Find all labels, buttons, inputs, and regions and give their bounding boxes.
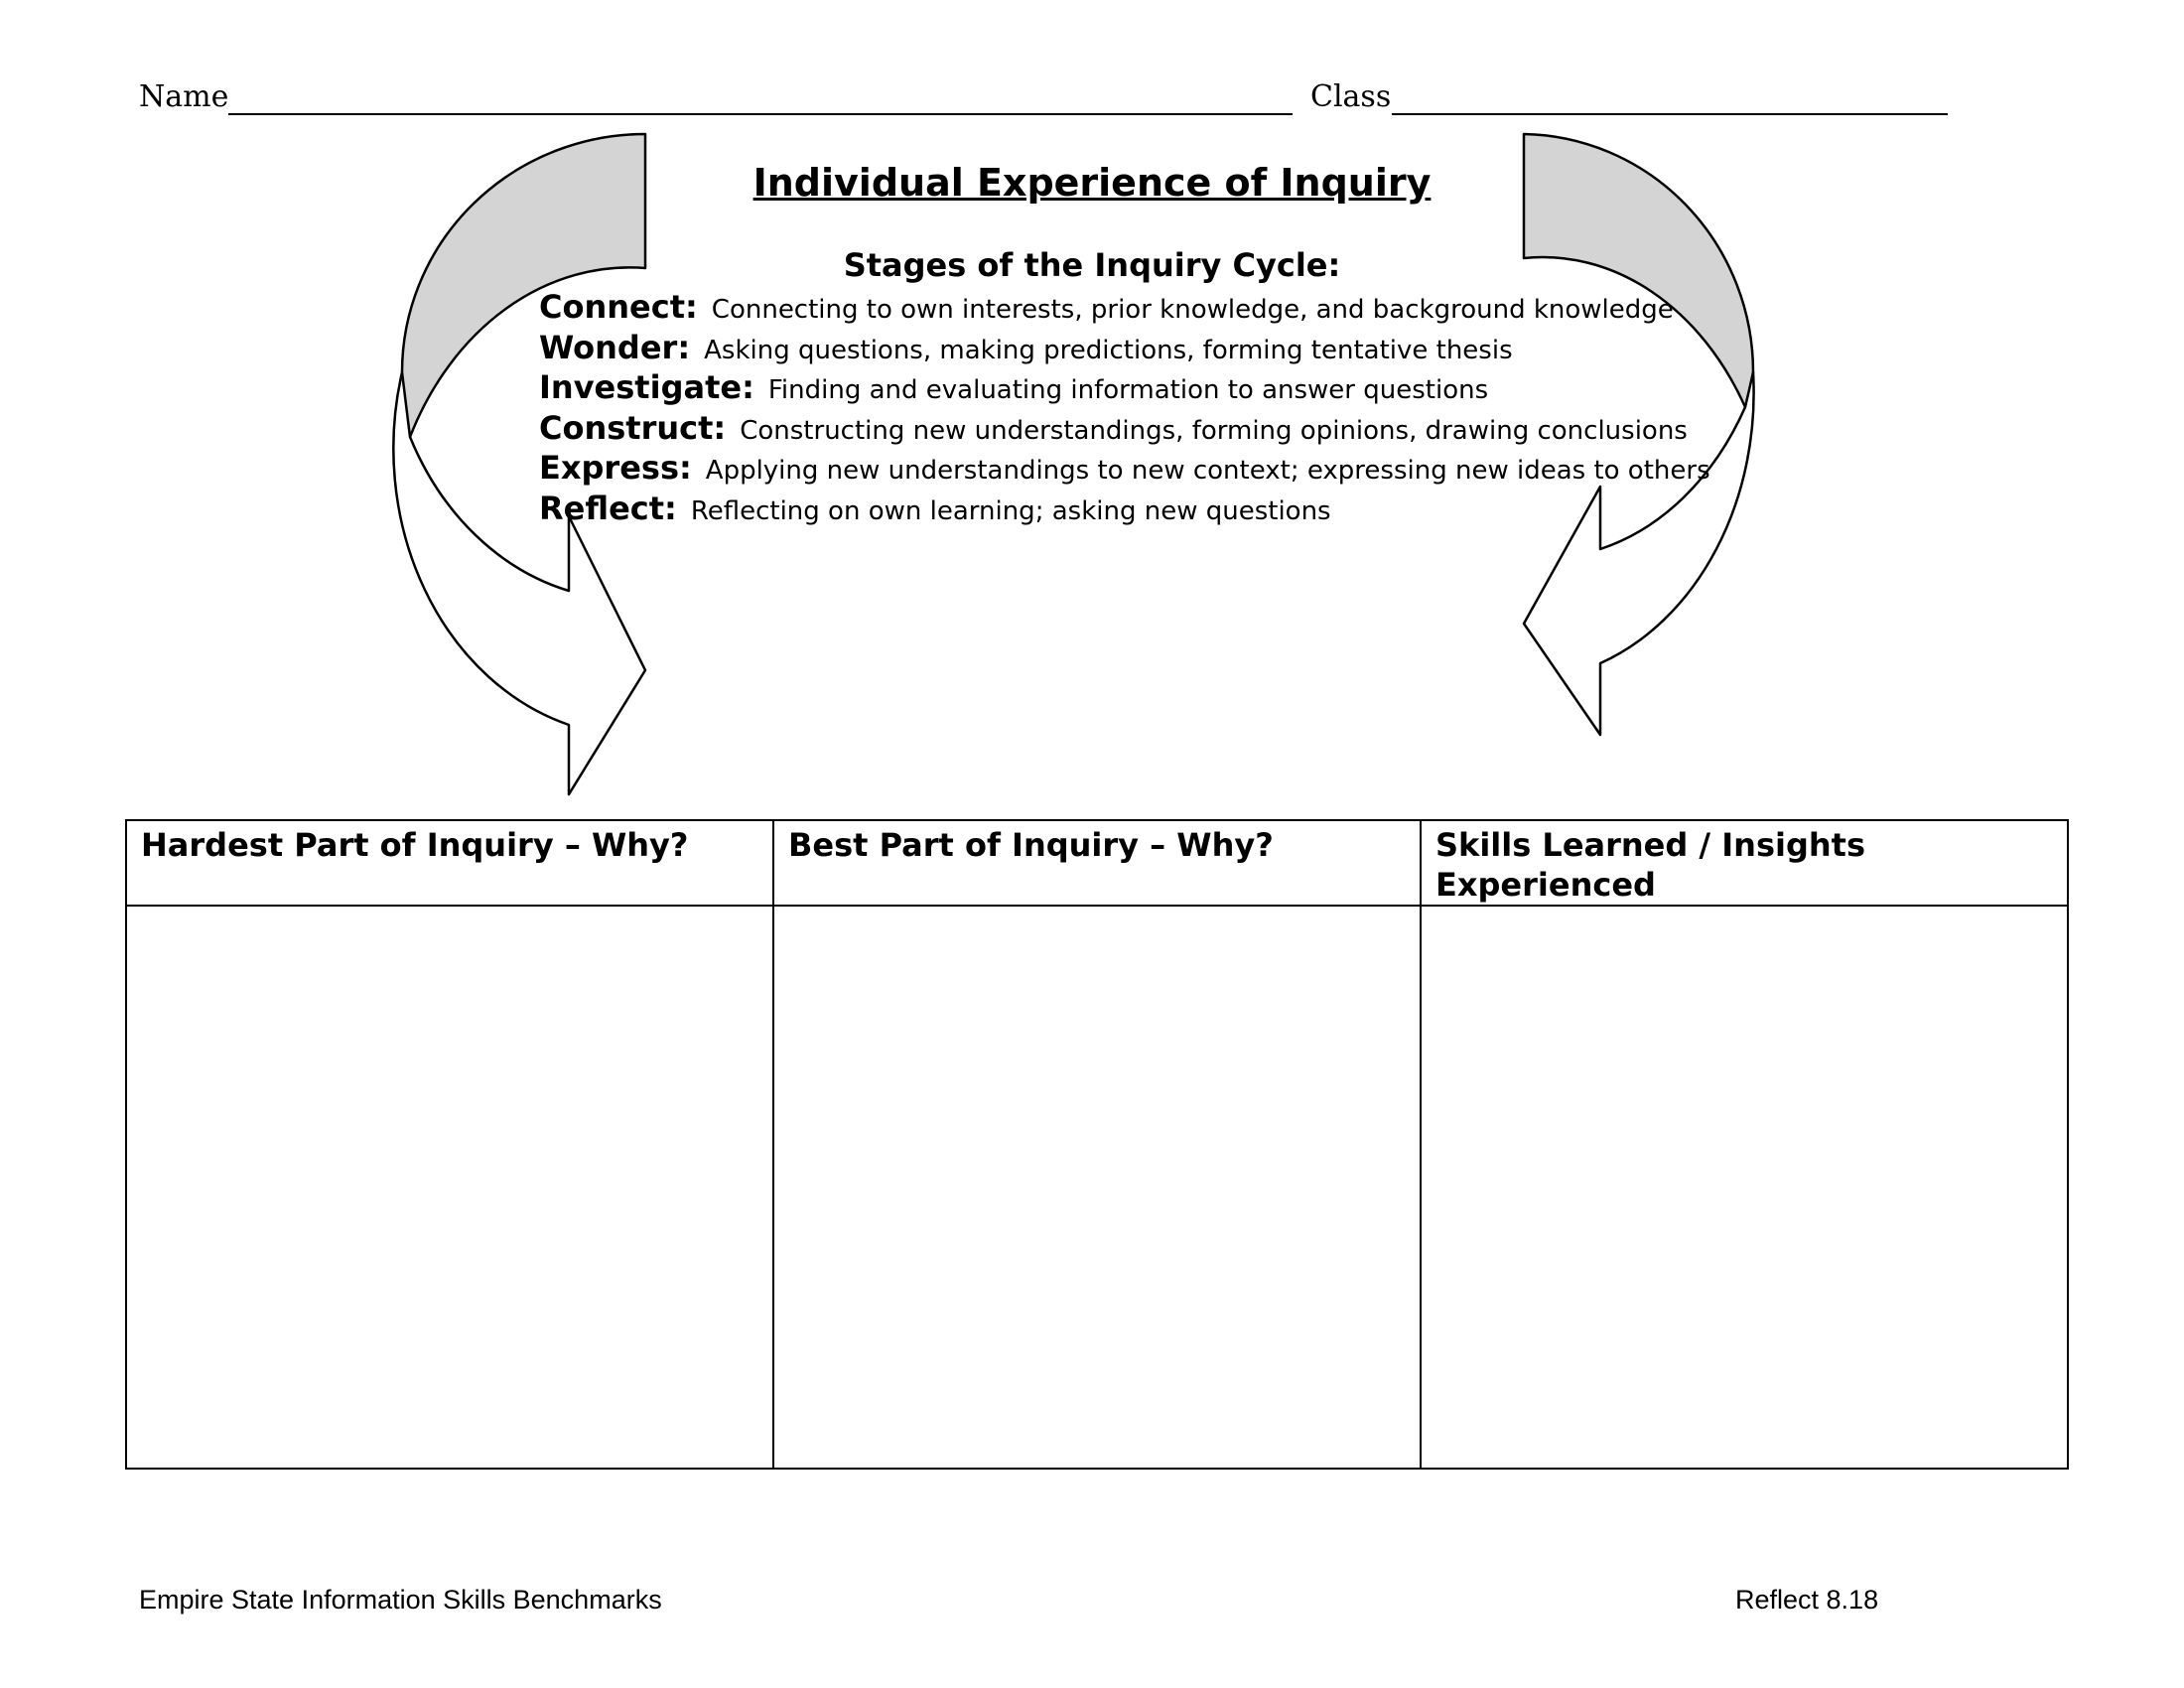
- stage-term: Construct:: [539, 408, 727, 447]
- stage-term: Connect:: [539, 288, 698, 326]
- stage-description: Applying new understandings to new context; expressing new ideas to others: [705, 456, 1710, 486]
- stage-description: Constructing new understandings, forming opinions, drawing conclusions: [740, 415, 1688, 446]
- page-title: Individual Experience of Inquiry: [752, 161, 1432, 205]
- table-row: [126, 906, 2068, 1469]
- stage-description: Asking questions, making predictions, forming tentative thesis: [704, 335, 1513, 365]
- class-label: Class: [1310, 79, 1392, 114]
- stage-construct: [539, 409, 1730, 450]
- stage-reflect: [539, 490, 1730, 530]
- answer-cell-hardest-part[interactable]: [126, 906, 773, 1469]
- stages-heading: Stages of the Inquiry Cycle:: [843, 246, 1341, 284]
- answer-cell-skills-insights[interactable]: [1421, 906, 2068, 1469]
- header-hardest-part: Hardest Part of Inquiry – Why?: [126, 820, 773, 906]
- stage-term: Express:: [539, 449, 692, 487]
- stage-wonder: [539, 329, 1730, 369]
- table-header-row: [126, 820, 2068, 906]
- answer-cell-best-part[interactable]: [773, 906, 1421, 1469]
- stage-description: Connecting to own interests, prior knowledge, and background knowledge: [711, 295, 1674, 325]
- footer-source: Empire State Information Skills Benchmarks: [139, 1585, 662, 1615]
- stages-list: [539, 288, 1730, 529]
- stage-term: Investigate:: [539, 368, 754, 406]
- header-skills-insights: Skills Learned / Insights Experienced: [1421, 820, 2068, 906]
- stage-term: Wonder:: [539, 328, 691, 366]
- stage-description: Reflecting on own learning; asking new questions: [690, 495, 1331, 526]
- header-best-part: Best Part of Inquiry – Why?: [773, 820, 1421, 906]
- stage-connect: [539, 288, 1730, 329]
- stage-description: Finding and evaluating information to answer questions: [767, 375, 1489, 405]
- reflection-table: [125, 819, 2069, 1470]
- stage-term: Reflect:: [539, 489, 677, 527]
- name-label: Name: [139, 79, 229, 114]
- stage-express: [539, 449, 1730, 490]
- stage-investigate: [539, 368, 1730, 409]
- footer-page-ref: Reflect 8.18: [1735, 1585, 1879, 1615]
